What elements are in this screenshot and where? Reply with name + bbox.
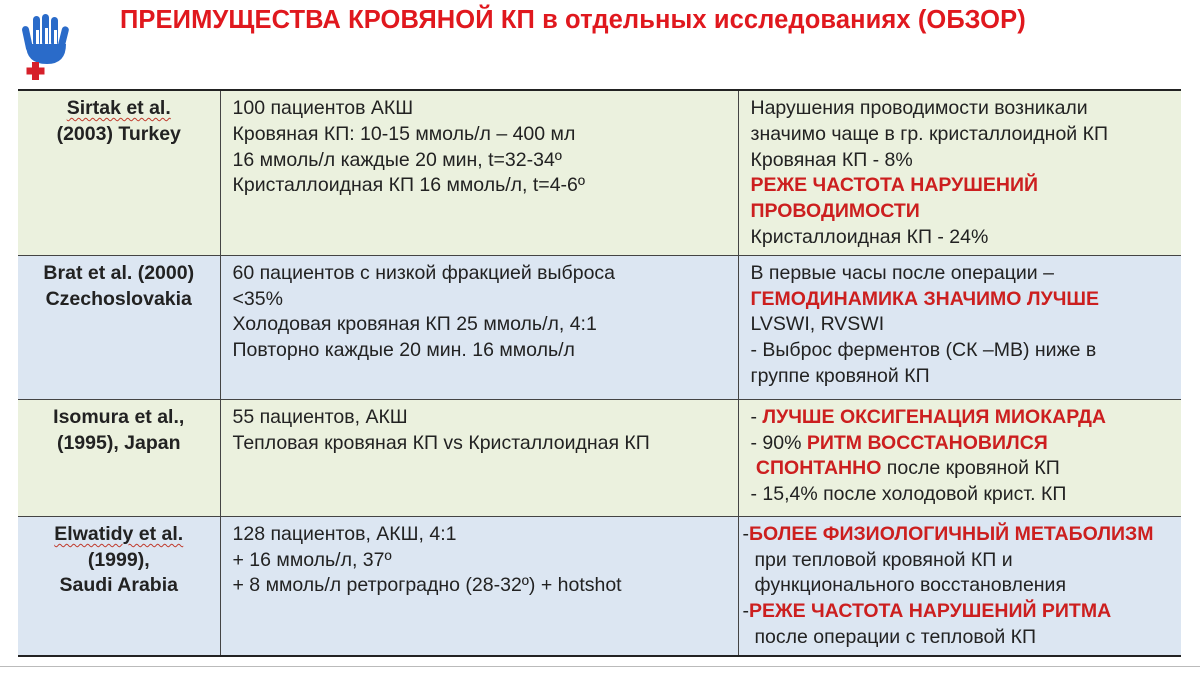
study-author: Elwatidy et al. (54, 522, 184, 545)
page-title: ПРЕИМУЩЕСТВА КРОВЯНОЙ КП в отдельных исследованиях (ОБЗОР) (120, 6, 1026, 34)
design-cell (220, 516, 738, 655)
study-author: Sirtak et al. (66, 97, 171, 119)
result-line: Кровяная КП - 8% (750, 148, 913, 171)
design-line: Кровяная КП: 10-15 ммоль/л – 400 мл (232, 122, 576, 145)
result-dash: - (750, 405, 763, 428)
result-highlight: СПОНТАННО (755, 457, 882, 480)
result-cell (738, 90, 1181, 255)
design-line: Тепловая кровяная КП vs Кристаллоидная КП (232, 431, 650, 454)
study-cell (18, 90, 220, 255)
study-cell (18, 399, 220, 516)
bottom-divider (0, 666, 1200, 667)
design-line: 60 пациентов с низкой фракцией выброса (232, 261, 616, 284)
design-cell (220, 399, 738, 516)
result-line: после операции с тепловой КП (754, 625, 1037, 648)
result-line: В первые часы после операции – (750, 261, 1054, 284)
studies-table (18, 89, 1181, 657)
design-line: 128 пациентов, АКШ, 4:1 (232, 522, 457, 545)
result-highlight: РИТМ ВОССТАНОВИЛСЯ (806, 431, 1048, 454)
study-cell (18, 516, 220, 655)
result-dash: - (742, 600, 749, 623)
design-line: + 16 ммоль/л, 37º (232, 548, 392, 571)
result-line: при тепловой кровяной КП и (754, 548, 1013, 571)
design-line: 16 ммоль/л каждые 20 мин, t=32-34º (232, 148, 562, 171)
study-year: (1999), (87, 548, 150, 571)
study-year-country: (1995), Japan (56, 431, 181, 454)
result-highlight: РЕЖЕ ЧАСТОТА НАРУШЕНИЙ (750, 174, 1038, 197)
table-row (18, 516, 1181, 655)
result-highlight: ЛУЧШЕ ОКСИГЕНАЦИЯ МИОКАРДА (762, 405, 1106, 428)
study-author: Brat et al. (2000) (43, 261, 195, 284)
table-row (18, 399, 1181, 516)
study-cell (18, 255, 220, 399)
result-line: - Выброс ферментов (СК –МВ) ниже в (750, 339, 1097, 362)
result-line: значимо чаще в гр. кристаллоидной КП (750, 122, 1108, 145)
design-line: 55 пациентов, АКШ (232, 405, 408, 428)
design-cell (220, 90, 738, 255)
result-highlight: РЕЖЕ ЧАСТОТА НАРУШЕНИЙ РИТМА (749, 600, 1112, 623)
result-dash: - (742, 522, 749, 545)
design-line: 100 пациентов АКШ (232, 97, 414, 119)
study-author: Isomura et al., (53, 405, 185, 428)
design-line: Кристаллоидная КП 16 ммоль/л, t=4-6º (232, 174, 585, 197)
result-cell (738, 516, 1181, 655)
hand-cross-logo-icon (20, 14, 74, 80)
study-country: Czechoslovakia (45, 287, 192, 310)
study-country: Saudi Arabia (59, 574, 178, 597)
result-line: группе кровяной КП (750, 364, 930, 387)
result-line: функционального восстановления (754, 574, 1067, 597)
design-line: Повторно каждые 20 мин. 16 ммоль/л (232, 339, 575, 362)
design-line: Холодовая кровяная КП 25 ммоль/л, 4:1 (232, 313, 597, 336)
result-cell (738, 255, 1181, 399)
result-line: после кровяной КП (881, 457, 1060, 480)
result-line: Кристаллоидная КП - 24% (750, 225, 989, 248)
result-line: - 15,4% после холодовой крист. КП (750, 483, 1067, 506)
result-line: Нарушения проводимости возникали (750, 97, 1088, 119)
table-row (18, 255, 1181, 399)
study-year-country: (2003) Turkey (56, 122, 181, 145)
design-line: <35% (232, 287, 283, 310)
result-dash: - 90% (750, 431, 807, 454)
design-cell (220, 255, 738, 399)
result-highlight: ПРОВОДИМОСТИ (750, 200, 920, 223)
table-row (18, 90, 1181, 255)
result-cell (738, 399, 1181, 516)
result-highlight: ГЕМОДИНАМИКА ЗНАЧИМО ЛУЧШЕ (750, 287, 1100, 310)
design-line: + 8 ммоль/л ретроградно (28-32º) + hotshot (232, 574, 622, 597)
result-highlight: БОЛЕЕ ФИЗИОЛОГИЧНЫЙ МЕТАБОЛИЗМ (749, 522, 1154, 545)
result-line: LVSWI, RVSWI (750, 313, 885, 336)
